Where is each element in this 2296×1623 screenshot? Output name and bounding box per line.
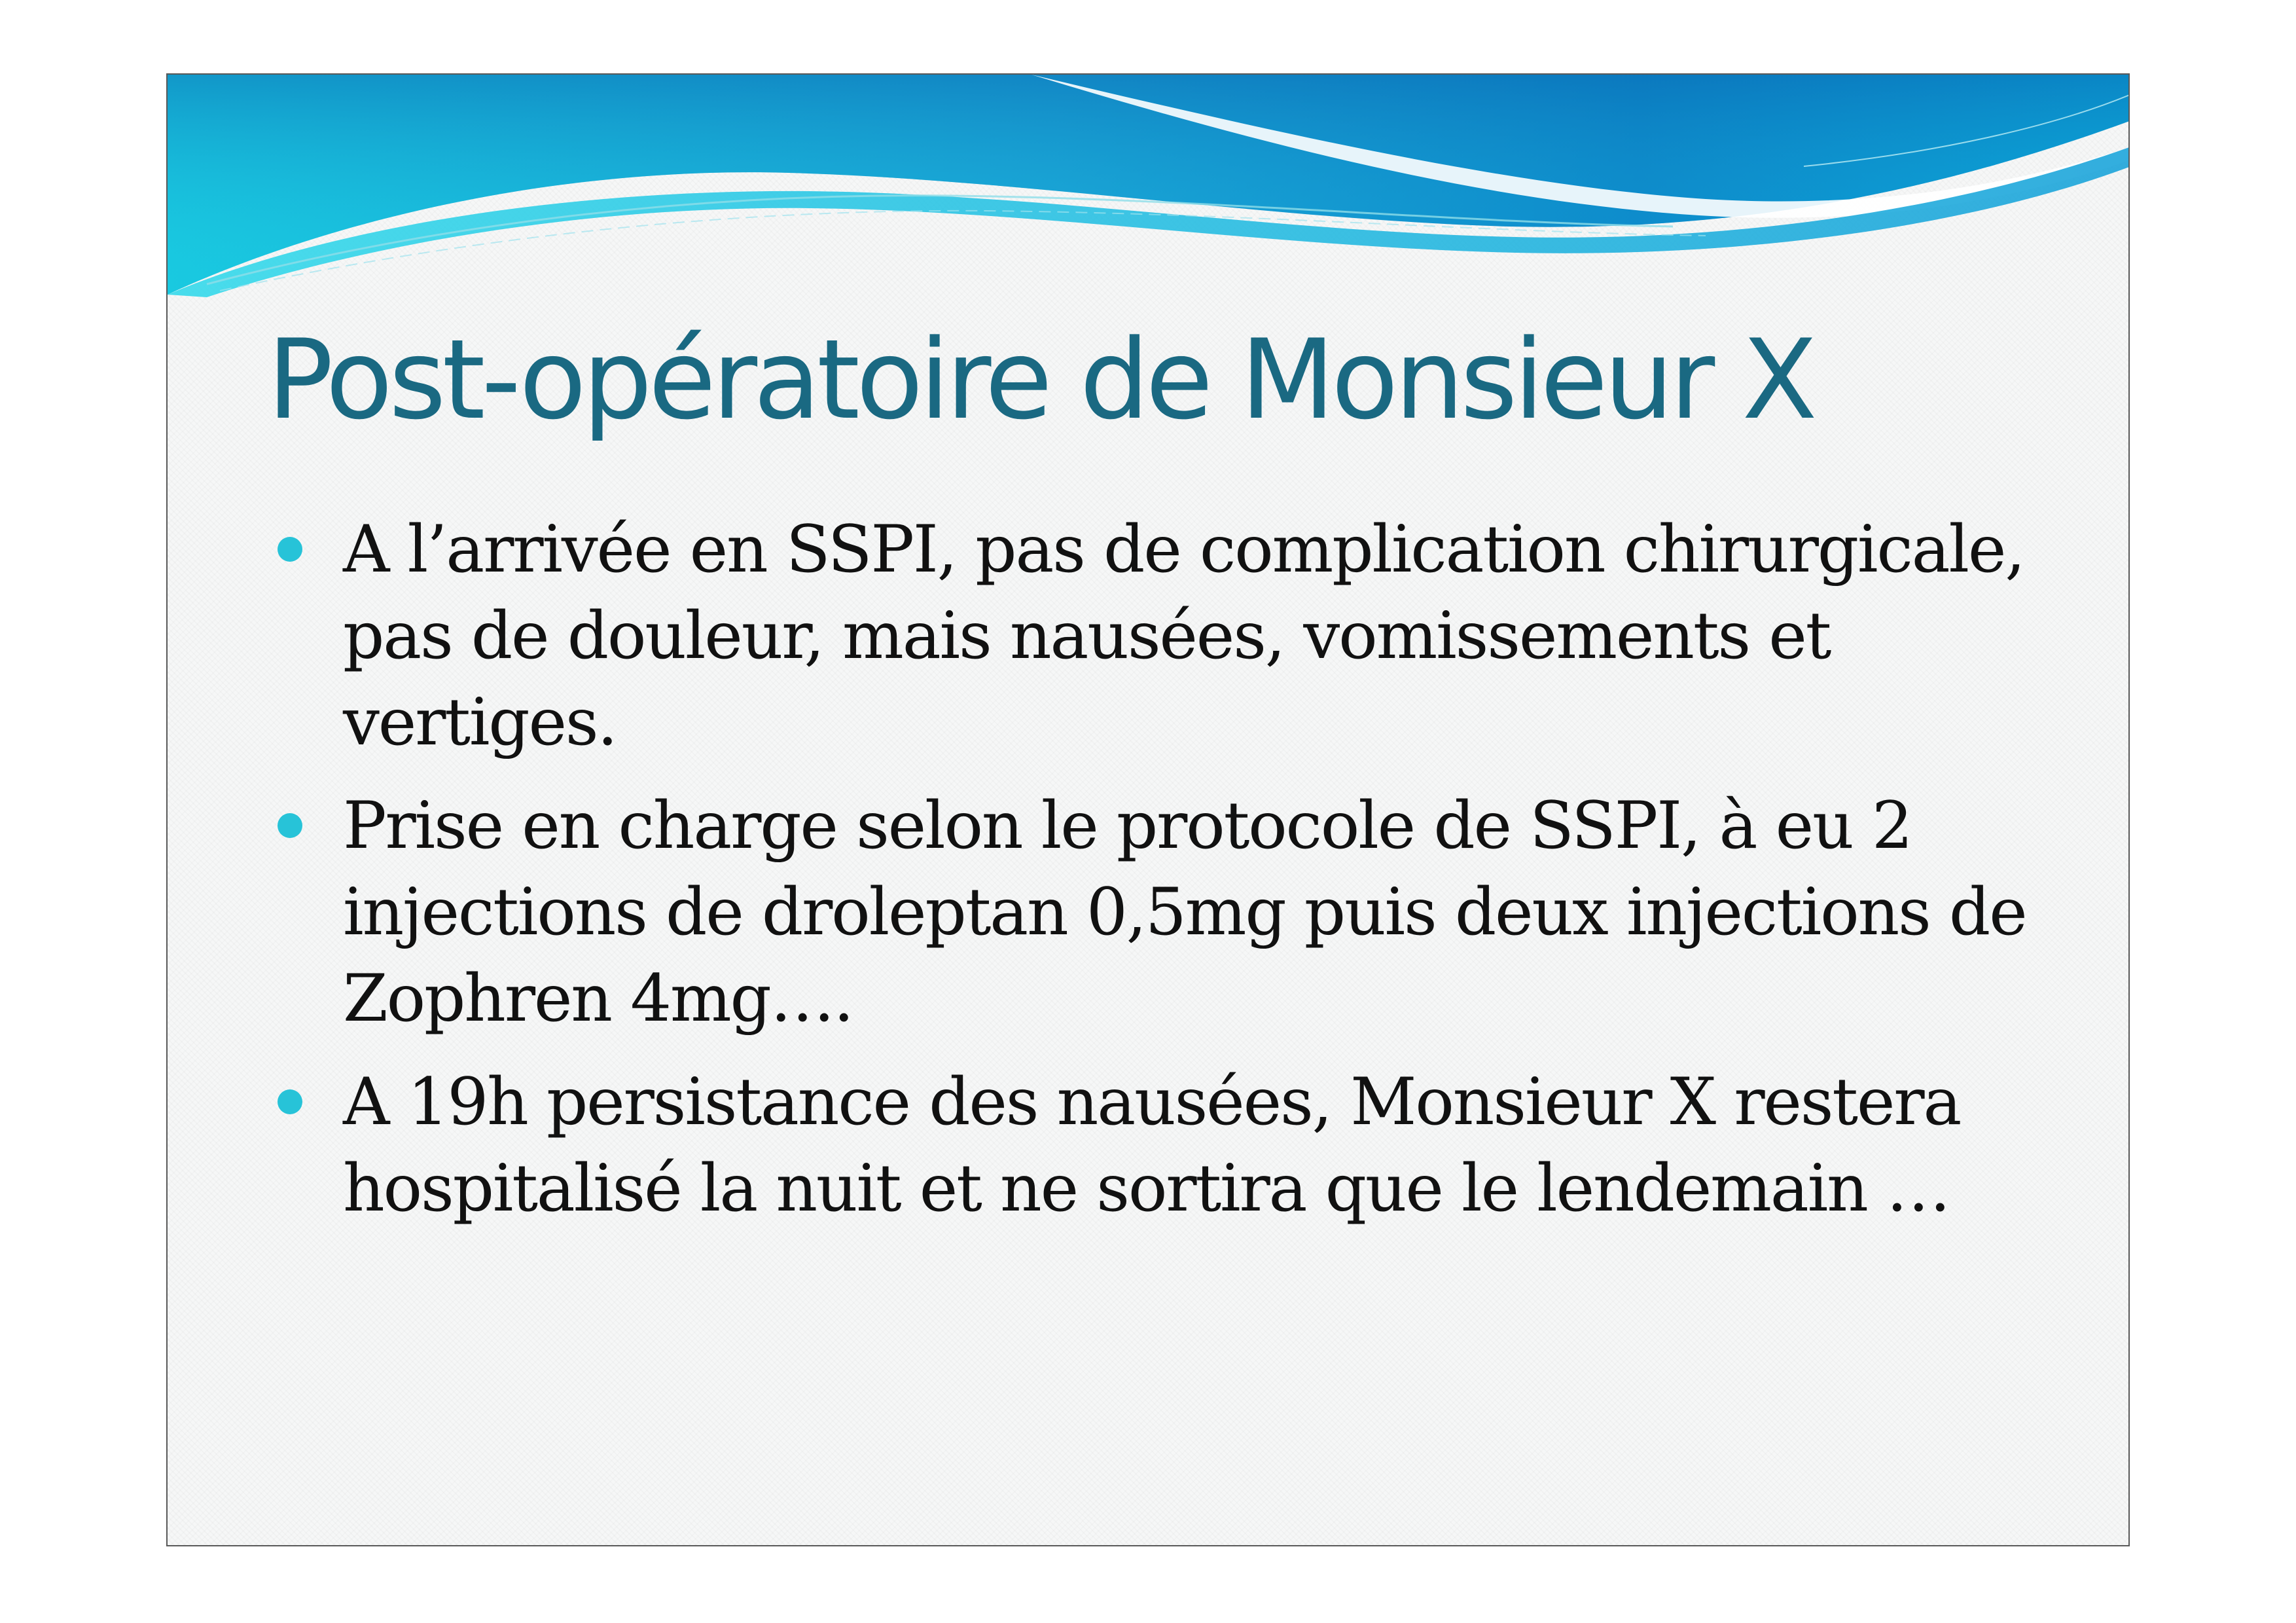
- bullet-item: [266, 783, 2092, 1042]
- bullet-icon: [278, 537, 302, 562]
- bullet-list: [266, 507, 2092, 1249]
- slide-title: Post-opératoire de Monsieur X: [267, 316, 1814, 444]
- bullet-text: A l’arrivée en SSPI, pas de complication chirurgicale, pas de douleur, mais nausées, vomissements et vertiges.: [343, 512, 2024, 760]
- slide: [166, 73, 2130, 1546]
- bullet-text: Prise en charge selon le protocole de SSPI, à eu 2 injections de droleptan 0,5mg puis deux injections de Zophren 4mg….: [343, 788, 2026, 1036]
- header-wave-decoration: [168, 75, 2130, 310]
- bullet-text: A 19h persistance des nausées, Monsieur X restera hospitalisé la nuit et ne sortira que le lendemain …: [343, 1065, 1961, 1226]
- bullet-item: [266, 1059, 2092, 1232]
- bullet-icon: [278, 813, 302, 838]
- bullet-item: [266, 507, 2092, 766]
- bullet-icon: [278, 1089, 302, 1114]
